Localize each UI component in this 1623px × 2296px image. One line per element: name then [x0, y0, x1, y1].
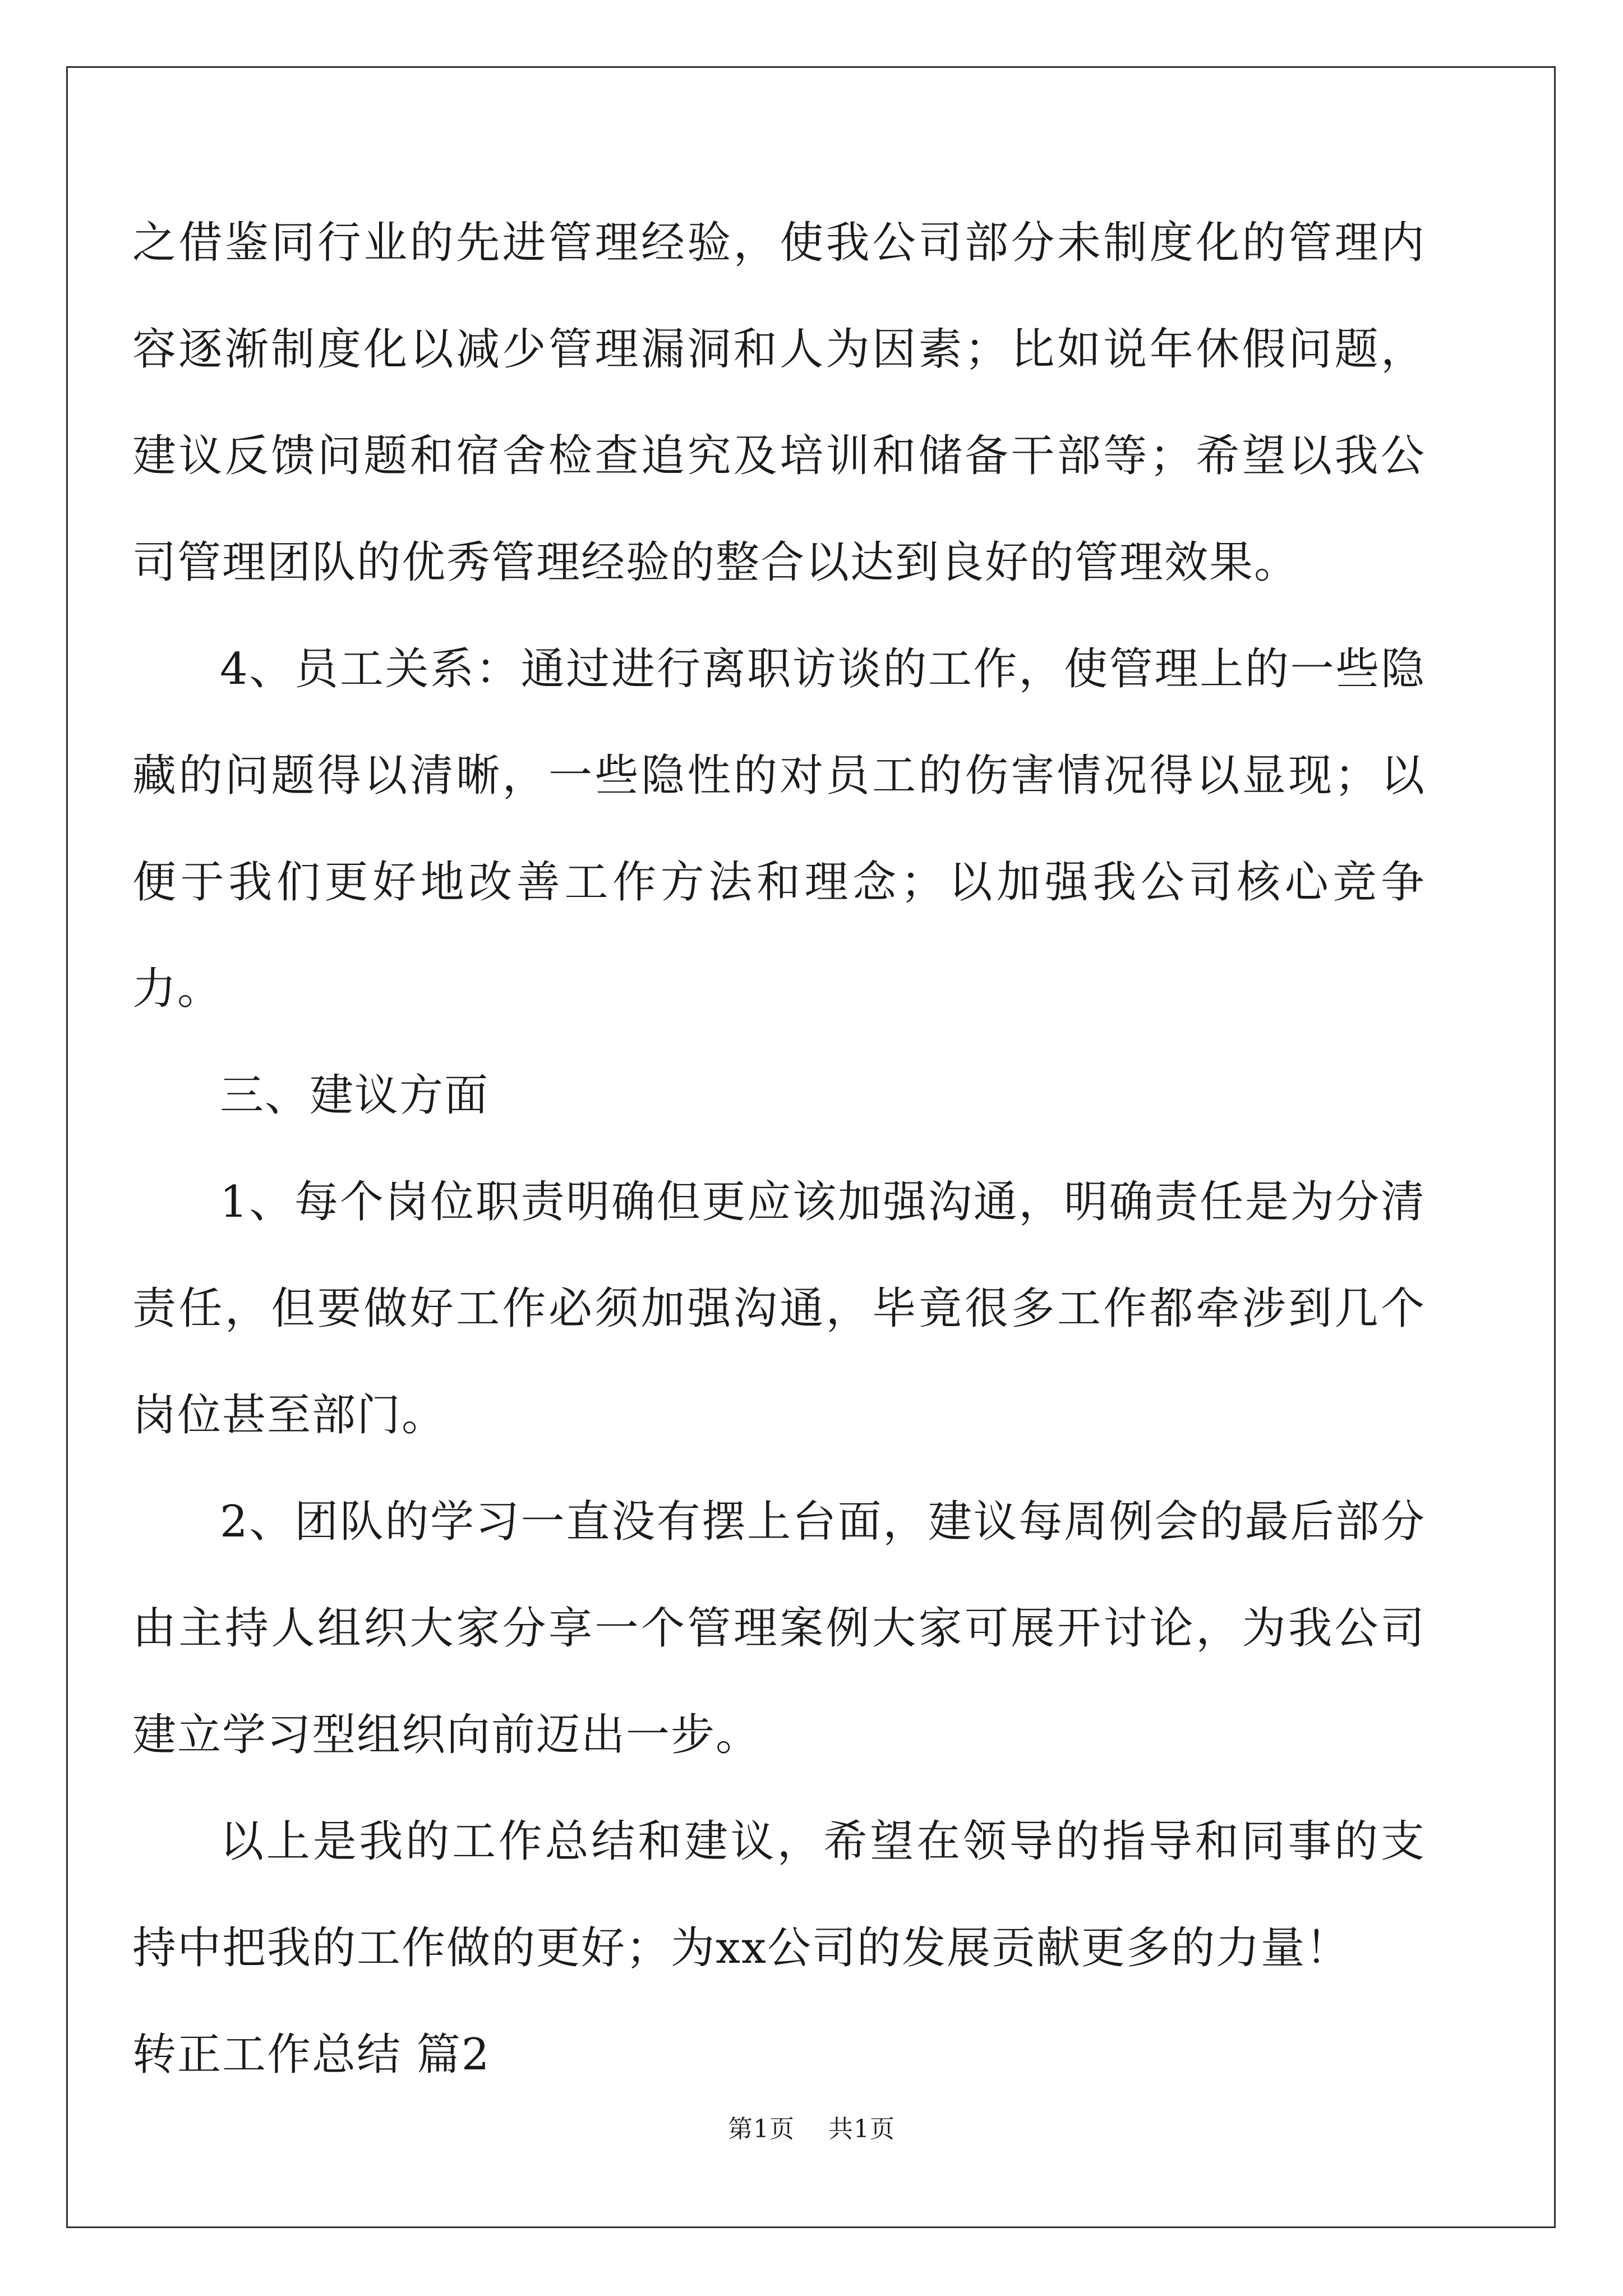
paragraph-continuation: 之借鉴同行业的先进管理经验，使我公司部分未制度化的管理内容逐渐制度化以减少管理漏洞和人为因素；比如说年休假问题，建议反馈问题和宿舍检查追究及培训和储备干部等；希望以我公司管理团队的优秀管理经验的整合以达到良好的管理效果。 [132, 218, 1426, 588]
document-body [132, 190, 1426, 2108]
paragraph-conclusion: 以上是我的工作总结和建议，希望在领导的指导和同事的支持中把我的工作做的更好；为xx公司的发展贡献更多的力量！ [132, 1816, 1426, 1973]
heading-suggestions: 三、建议方面 [220, 1070, 490, 1121]
paragraph-suggestion-1: 1、每个岗位职责明确但更应该加强沟通，明确责任是为分清责任，但要做好工作必须加强沟通，毕竟很多工作都牵涉到几个岗位甚至部门。 [132, 1177, 1426, 1441]
page-footer [0, 2113, 1623, 2146]
page-number: 第1页 [728, 2115, 795, 2143]
section-title: 转正工作总结 篇2 [132, 2030, 491, 2080]
page-total: 共1页 [828, 2115, 895, 2143]
paragraph-suggestion-2: 2、团队的学习一直没有摆上台面，建议每周例会的最后部分由主持人组织大家分享一个管理案例大家可展开讨论，为我公司建立学习型组织向前迈出一步。 [132, 1497, 1426, 1760]
paragraph-employee-relations: 4、员工关系：通过进行离职访谈的工作，使管理上的一些隐藏的问题得以清晰，一些隐性的对员工的伤害情况得以显现；以便于我们更好地改善工作方法和理念；以加强我公司核心竞争力。 [132, 644, 1426, 1014]
